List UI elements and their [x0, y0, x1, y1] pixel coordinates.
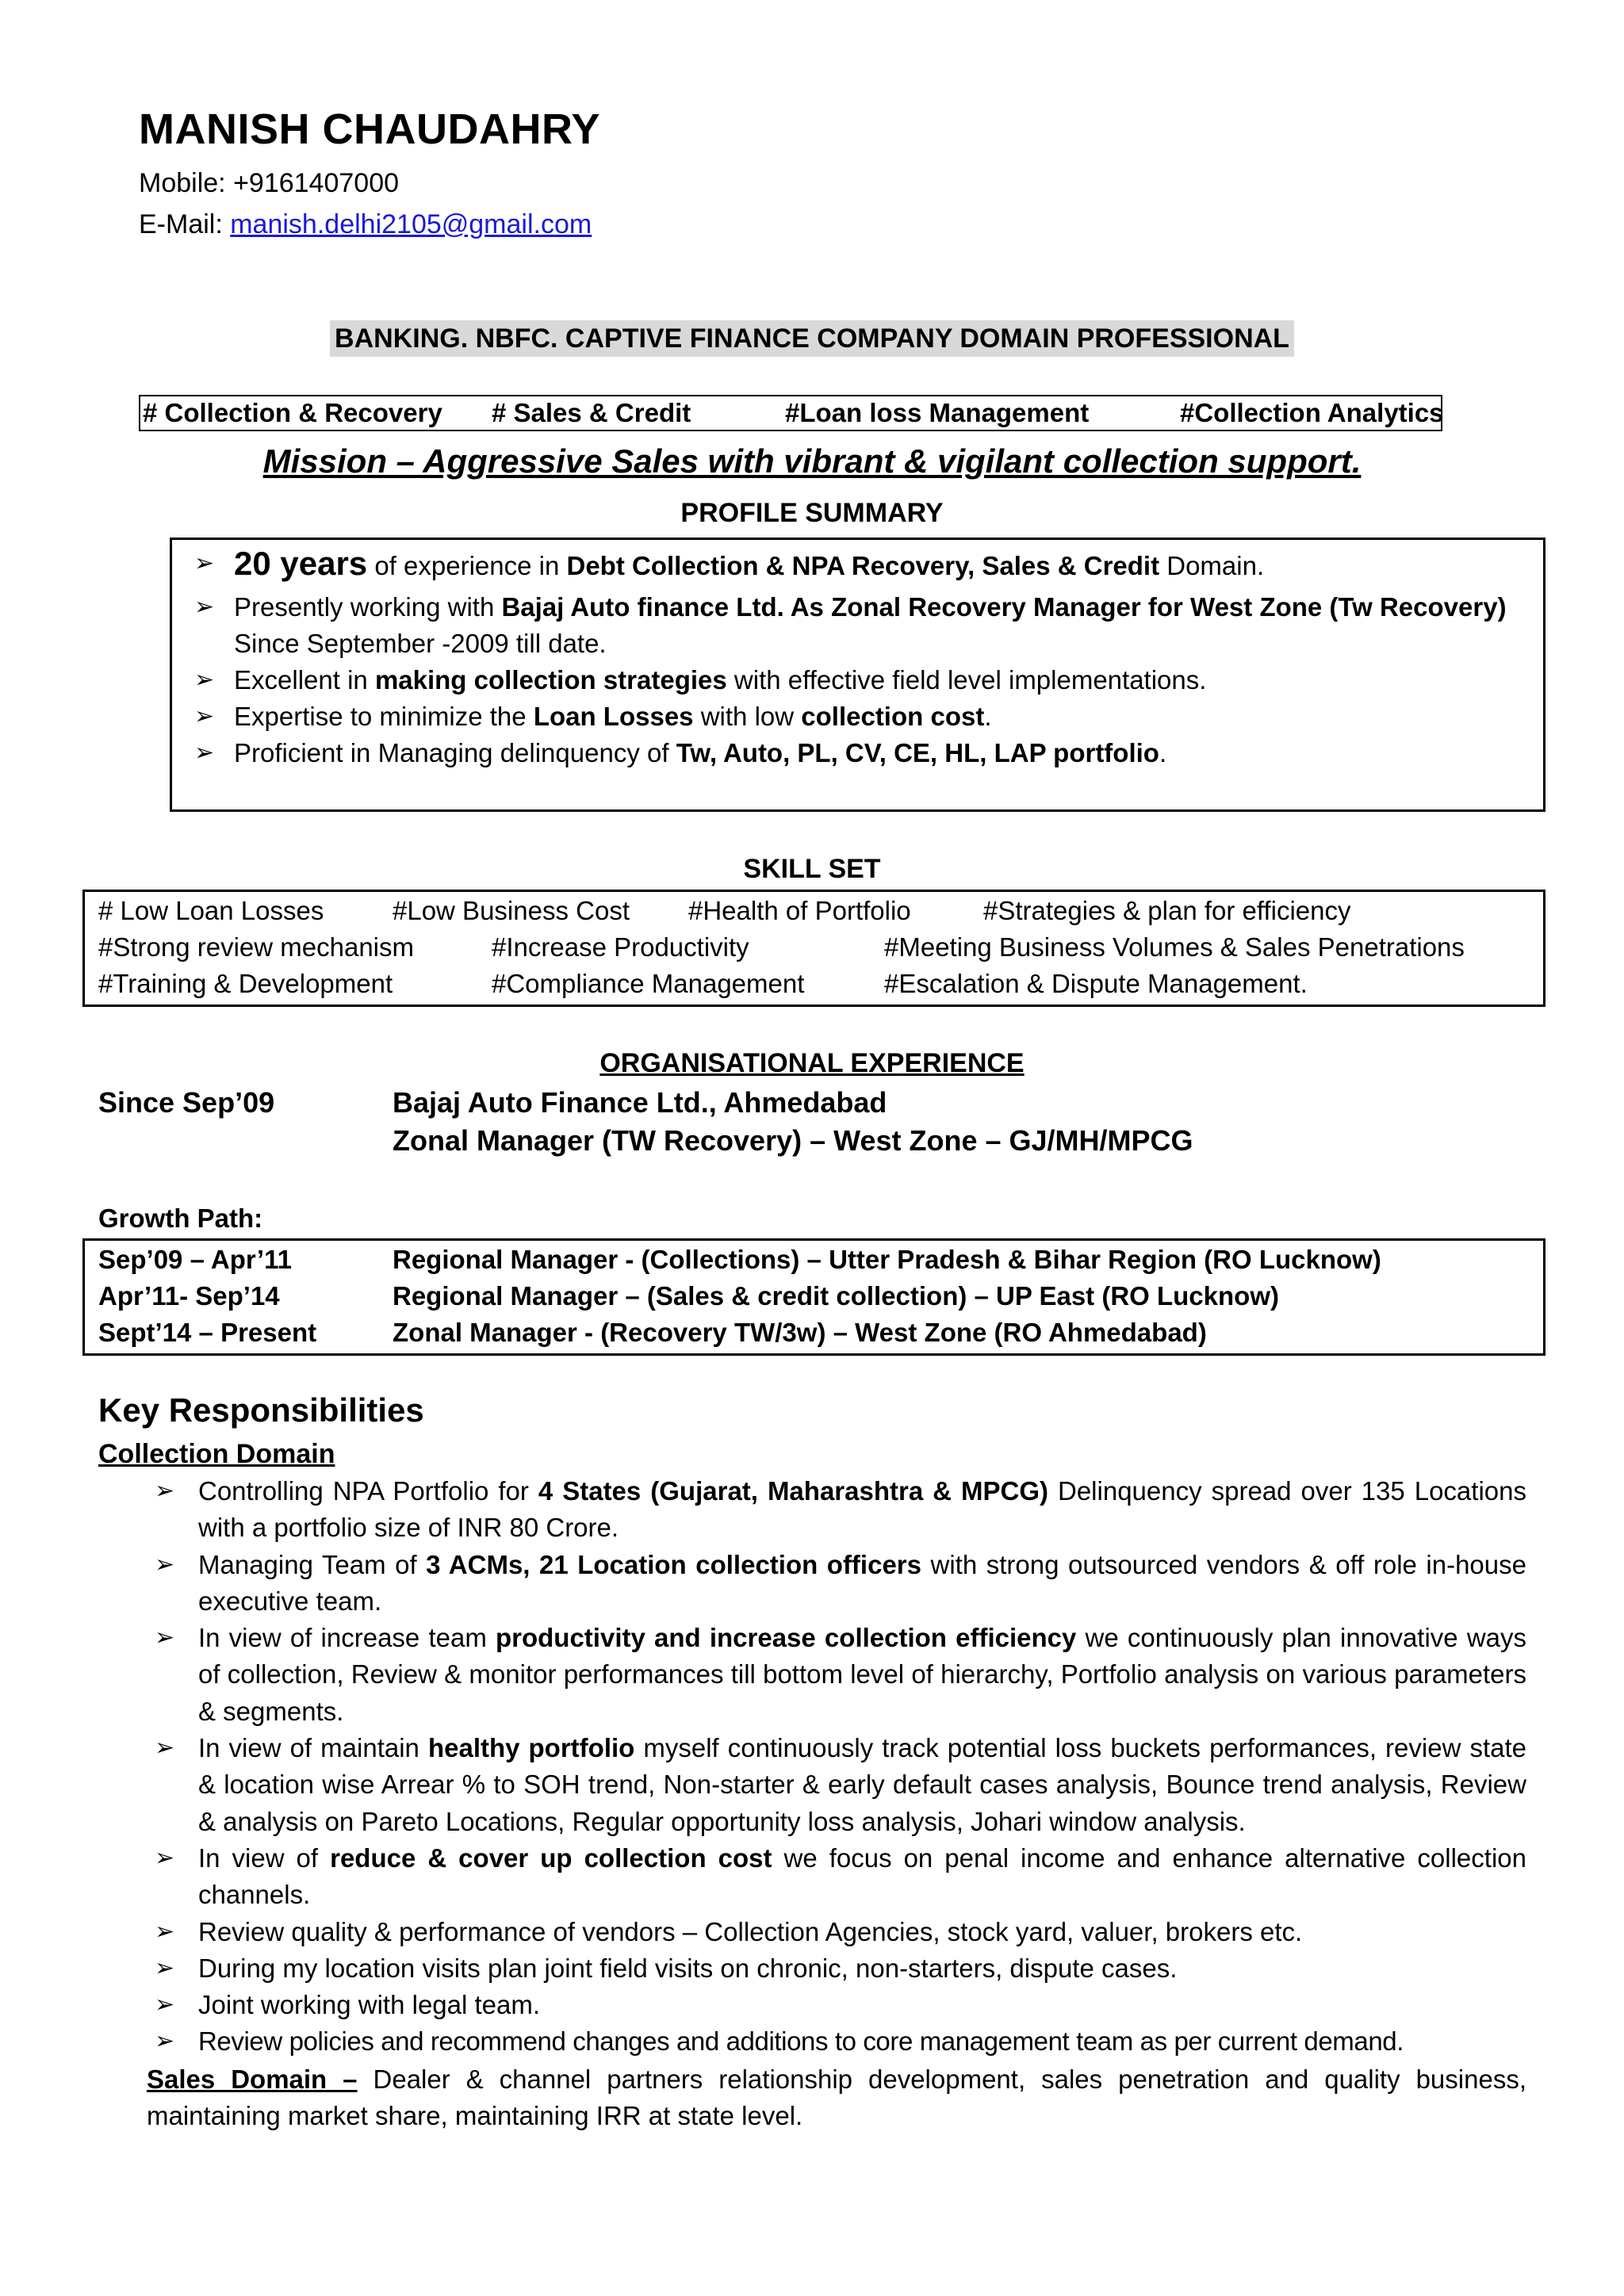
- skill-item: #Compliance Management: [492, 969, 805, 998]
- arrow-bullet-icon: ➢: [155, 1954, 175, 1981]
- arrow-bullet-icon: ➢: [155, 1992, 175, 2019]
- arrow-bullet-icon: ➢: [155, 1478, 175, 1504]
- arrow-bullet-icon: ➢: [194, 667, 215, 693]
- list-item: ➢ Proficient in Managing delinquency of Tw, Auto, PL, CV, CE, HL, LAP portfolio.: [170, 735, 1538, 771]
- growth-period: Sept’14 – Present: [98, 1318, 317, 1347]
- list-item: ➢ In view of reduce & cover up collection cost we focus on penal income and enhance alternative collection channels.: [155, 1840, 1526, 1914]
- skill-item: #Health of Portfolio: [688, 896, 911, 925]
- skill-item: # Low Loan Losses: [98, 896, 324, 925]
- collection-domain-title: Collection Domain: [98, 1439, 335, 1469]
- growth-role: Zonal Manager - (Recovery TW/3w) – West Zone (RO Ahmedabad): [393, 1318, 1207, 1347]
- arrow-bullet-icon: ➢: [194, 703, 215, 729]
- mobile-number: +9161407000: [233, 168, 400, 198]
- growth-path-label: Growth Path:: [98, 1203, 263, 1233]
- list-item: ➢ Presently working with Bajaj Auto finance Ltd. As Zonal Recovery Manager for West Zone (Tw Recovery) Since September -2009 till date.: [170, 589, 1538, 662]
- arrow-bullet-icon: ➢: [155, 2028, 174, 2055]
- experience-title: ORGANISATIONAL EXPERIENCE: [599, 1048, 1025, 1078]
- list-item: ➢ During my location visits plan joint field visits on chronic, non-starters, dispute cases.: [155, 1950, 1526, 1987]
- skill-item: #Escalation & Dispute Management.: [884, 969, 1308, 998]
- growth-role: Regional Manager - (Collections) – Utter Pradesh & Bihar Region (RO Lucknow): [393, 1245, 1381, 1274]
- arrow-bullet-icon: ➢: [155, 1844, 175, 1871]
- skill-item: #Increase Productivity: [492, 932, 749, 962]
- arrow-bullet-icon: ➢: [194, 550, 215, 576]
- email-label: E-Mail:: [139, 209, 231, 239]
- mobile-label: Mobile:: [139, 168, 234, 198]
- headline: [0, 323, 1624, 354]
- mission-statement: Mission – Aggressive Sales with vibrant & vigilant collection support.: [262, 442, 1362, 480]
- skill-item: #Strong review mechanism: [98, 932, 414, 962]
- mobile-line: [139, 168, 399, 199]
- arrow-bullet-icon: ➢: [155, 1551, 175, 1578]
- list-item: ➢ Controlling NPA Portfolio for 4 States (Gujarat, Maharashtra & MPCG) Delinquency spread over 135 Locations with a portfolio size of INR 80 Crore.: [155, 1473, 1526, 1547]
- arrow-bullet-icon: ➢: [155, 1735, 175, 1762]
- list-item: ➢ Excellent in making collection strategies with effective field level implementations.: [170, 662, 1538, 698]
- skill-item: #Training & Development: [98, 969, 393, 998]
- arrow-bullet-icon: ➢: [194, 594, 215, 620]
- skill-item: #Strategies & plan for efficiency: [983, 896, 1351, 925]
- headline-text: BANKING. NBFC. CAPTIVE FINANCE COMPANY DOMAIN PROFESSIONAL: [330, 320, 1294, 357]
- list-item: ➢ Managing Team of 3 ACMs, 21 Location collection officers with strong outsourced vendors & off role in-house executive team.: [155, 1547, 1526, 1621]
- arrow-bullet-icon: ➢: [155, 1918, 175, 1945]
- email-line: [139, 209, 592, 240]
- arrow-bullet-icon: ➢: [155, 1624, 175, 1651]
- sales-domain-paragraph: [147, 2061, 1526, 2134]
- responsibilities-list: [155, 1473, 1526, 2061]
- skill-item: #Low Business Cost: [393, 896, 630, 925]
- sales-domain-label: Sales Domain –: [147, 2064, 358, 2094]
- list-item: ➢ 20 years of experience in Debt Collection & NPA Recovery, Sales & Credit Domain.: [194, 545, 1265, 582]
- skill-item: #Meeting Business Volumes & Sales Penetrations: [884, 932, 1465, 962]
- tag-collection-recovery: # Collection & Recovery: [143, 398, 442, 427]
- growth-role: Regional Manager – (Sales & credit collection) – UP East (RO Lucknow): [393, 1281, 1279, 1311]
- list-item: ➢ Review quality & performance of vendors – Collection Agencies, stock yard, valuer, brokers etc.: [155, 1914, 1526, 1950]
- growth-period: Apr’11- Sep’14: [98, 1281, 280, 1311]
- profile-summary-list: [170, 545, 1538, 771]
- tag-loan-loss: #Loan loss Management: [785, 398, 1090, 427]
- experience-since: Since Sep’09: [98, 1086, 275, 1119]
- tag-sales-credit: # Sales & Credit: [492, 398, 691, 427]
- email-link[interactable]: manish.delhi2105@gmail.com: [230, 209, 592, 239]
- experience-company: Bajaj Auto Finance Ltd., Ahmedabad: [393, 1086, 887, 1119]
- skill-set-title: SKILL SET: [743, 854, 881, 884]
- experience-role: Zonal Manager (TW Recovery) – West Zone – GJ/MH/MPCG: [393, 1124, 1193, 1157]
- profile-summary-title: PROFILE SUMMARY: [680, 498, 944, 528]
- list-item: ➢ Joint working with legal team.: [155, 1987, 1526, 2023]
- growth-period: Sep’09 – Apr’11: [98, 1245, 292, 1274]
- key-responsibilities-title: Key Responsibilities: [98, 1391, 424, 1429]
- sales-domain-text: Dealer & channel partners relationship development, sales penetration and quality business, maintaining market share, maintaining IRR at state level.: [147, 2064, 1526, 2130]
- tag-collection-analytics: #Collection Analytics: [1180, 398, 1444, 427]
- list-item: ➢ Expertise to minimize the Loan Losses with low collection cost.: [170, 698, 1538, 735]
- arrow-bullet-icon: ➢: [194, 740, 215, 766]
- list-item: ➢ In view of maintain healthy portfolio myself continuously track potential loss buckets performances, review state & location wise Arrear % to SOH trend, Non-starter & early default cases analysis, Bounce trend analysis, Review & analysis on Pareto Locations, Regular opportunity loss analysis, Johari window analysis.: [155, 1730, 1526, 1840]
- list-item: ➢ In view of increase team productivity and increase collection efficiency we continuously plan innovative ways of collection, Review & monitor performances till bottom level of hierarchy, Portfolio analysis on various parameters & segments.: [155, 1620, 1526, 1730]
- list-item: ➢ Review policies and recommend changes and additions to core management team as per current demand.: [155, 2023, 1526, 2060]
- candidate-name: MANISH CHAUDAHRY: [139, 105, 600, 153]
